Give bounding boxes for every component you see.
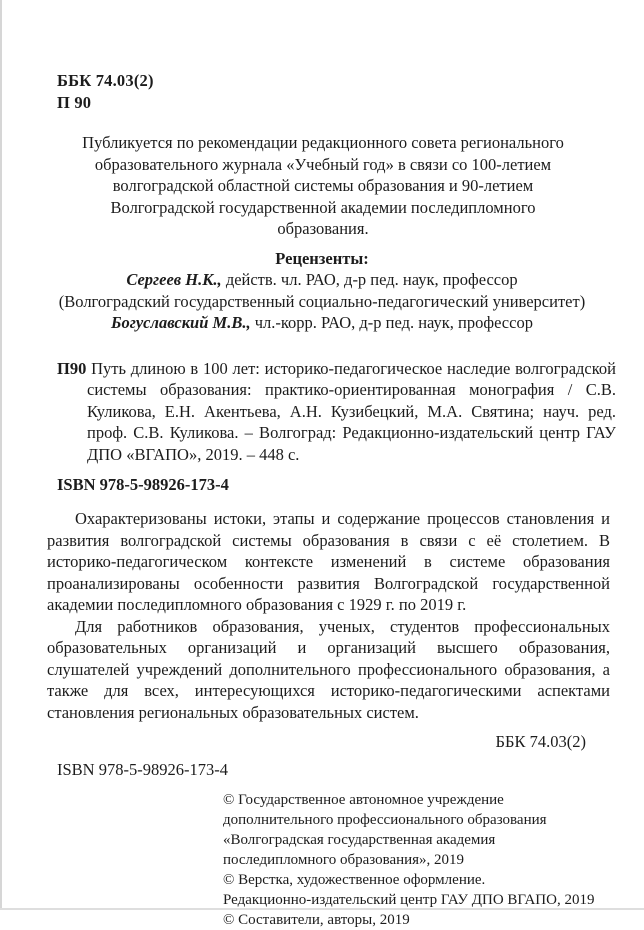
isbn-secondary: ISBN 978-5-98926-173-4: [57, 760, 228, 779]
abstract-paragraph-2: Для работников образования, ученых, студентов профессиональных образовательных организаций и организаций высшего образования, слушателей учреждений дополнительного профессионального образования, а также для всех, интересующихся историко-педагогическими аспектами становления региональных образовательных систем.: [47, 616, 610, 722]
reviewer-2-name: Богуславский М.В.,: [111, 313, 251, 332]
bbk-classification-block: [57, 70, 644, 114]
abstract-paragraph-1: Охарактеризованы истоки, этапы и содержание процессов становления и развития волгоградской системы образования в связи с её столетием. В историко-педагогическом контексте изменений в системе образования проанализированы особенности развития Волгоградской государственной академии последипломного образования с 1929 г. по 2019 г.: [47, 509, 610, 614]
catalog-code: П90: [57, 358, 87, 378]
page-left-edge-line: [0, 0, 2, 910]
copyright-line: дополнительного профессионального образования: [223, 812, 547, 828]
reviewer-1-affiliation: (Волгоградский государственный социально-педагогический университет): [58, 291, 586, 311]
publication-recommendation: Публикуется по рекомендации редакционного совета регионального образовательного журнала «Учебный год» в связи со 100-летием волгоградской областной системы образования и 90-летием Волгоградской государственной академии последипломного образования.: [82, 133, 564, 238]
reviewer-2-credentials: чл.-корр. РАО, д-р пед. наук, профессор: [250, 313, 533, 332]
bbk-code: ББК 74.03(2): [57, 71, 154, 90]
copyright-line: «Волгоградская государственная академия: [223, 832, 496, 848]
abstract-block: [47, 508, 610, 723]
reviewer-2: [40, 312, 604, 334]
reviewer-1: [40, 269, 604, 291]
reviewer-1-name: Сергеев Н.К.,: [126, 270, 222, 289]
copyright-line: Редакционно-издательский центр ГАУ ДПО ВГАПО, 2019: [223, 892, 595, 908]
author-mark: П 90: [57, 93, 92, 112]
catalog-entry: [57, 358, 616, 466]
catalog-entry-text: Путь длиною в 100 лет: историко-педагогическое наследие волгоградской системы образования: практико-ориентированная монография / С.В. Куликова, Е.Н. Акентьева, А.Н. Кузибецкий, М.А. Святина; науч. ред. проф. С.В. Куликова. – Волгоград: Редакционно-издательский центр ГАУ ДПО «ВГАПО», 2019. – 448 с.: [86, 358, 616, 464]
isbn-primary: ISBN 978-5-98926-173-4: [57, 475, 229, 494]
reviewers-block: [40, 248, 604, 334]
bbk-code-bottom: ББК 74.03(2): [495, 732, 586, 751]
copyright-line: © Составители, авторы, 2019: [223, 912, 410, 928]
copyright-line: © Верстка, художественное оформление.: [223, 872, 486, 888]
copyright-line: © Государственное автономное учреждение: [223, 792, 504, 808]
reviewers-heading: Рецензенты:: [275, 248, 369, 268]
reviewer-1-credentials: действ. чл. РАО, д-р пед. наук, профессор: [221, 270, 518, 289]
copyright-line: последипломного образования», 2019: [223, 852, 465, 868]
